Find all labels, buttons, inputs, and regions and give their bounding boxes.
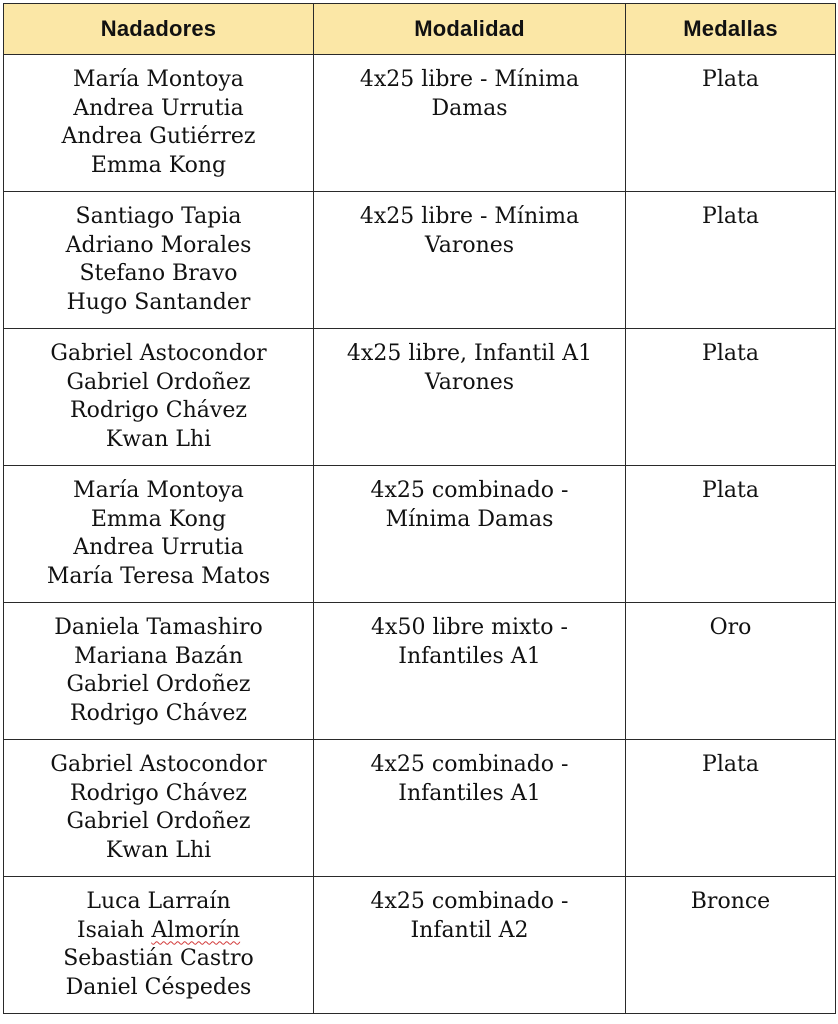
medal-cell [626,55,836,192]
swimmer-name: Stefano Bravo [79,261,238,287]
swimmers-cell [4,329,314,466]
medal-value: Plata [702,478,759,503]
swimmer-name: Andrea Gutiérrez [61,124,256,150]
event-line: Varones [424,369,515,395]
swimmer-name-flagged [4,917,313,946]
event-line: 4x25 libre, Infantil A1 [346,341,593,366]
event-line: Varones [424,232,515,258]
medal-value: Bronce [690,889,771,914]
event-cell [314,740,626,877]
event-cell [314,329,626,466]
medal-value: Oro [709,615,752,640]
event-cell [314,603,626,740]
swimmer-name: Kwan Lhi [105,427,212,453]
swimmer-name: Daniela Tamashiro [54,615,263,640]
swimmer-name: Hugo Santander [66,290,251,316]
header-row [4,4,836,55]
swimmer-name: Luca Larraín [86,889,231,914]
medal-cell [626,466,836,603]
event-line: Infantiles A1 [398,780,541,806]
swimmer-name: Mariana Bazán [74,643,243,669]
header-medals: Medallas [626,4,836,55]
table-row [4,603,836,740]
swimmer-name: Rodrigo Chávez [70,780,247,806]
table-row [4,192,836,329]
event-line: Damas [431,95,508,121]
table-row [4,877,836,1014]
swimmer-name: Gabriel Ordoñez [66,672,251,698]
swimmers-cell [4,466,314,603]
header-swimmers: Nadadores [4,4,314,55]
medal-cell [626,740,836,877]
table-row [4,329,836,466]
medal-value: Plata [702,341,759,366]
event-cell [314,192,626,329]
table-row [4,740,836,877]
swimmer-name: Gabriel Ordoñez [66,809,251,835]
swimmer-name: Rodrigo Chávez [70,701,247,727]
medal-cell [626,877,836,1014]
swimmer-name: María Teresa Matos [46,564,271,590]
swimmer-name: Sebastián Castro [63,946,254,972]
event-line: Infantil A2 [410,917,529,943]
event-cell [314,877,626,1014]
swimmers-cell [4,740,314,877]
event-line: 4x25 libre - Mínima [359,67,580,92]
event-line: 4x25 combinado - [370,478,569,503]
swimmer-name: Adriano Morales [65,232,252,258]
medal-cell [626,603,836,740]
swimmer-name: Gabriel Astocondor [50,752,267,777]
spellcheck-flagged-word[interactable]: Almorín [151,917,241,943]
swimmer-name: Rodrigo Chávez [70,398,247,424]
header-event: Modalidad [314,4,626,55]
medal-value: Plata [702,67,759,92]
swimmers-cell [4,877,314,1014]
event-line: 4x25 libre - Mínima [359,204,580,229]
event-line: Mínima Damas [385,506,554,532]
table-row [4,55,836,192]
swimmer-name: Kwan Lhi [105,838,212,864]
event-cell [314,466,626,603]
swimmer-name: Santiago Tapia [75,204,242,229]
event-line: 4x25 combinado - [370,889,569,914]
medal-cell [626,329,836,466]
event-line: 4x50 libre mixto - [371,615,568,640]
relay-medals-table [3,3,836,1014]
medal-value: Plata [702,752,759,777]
swimmer-name: Emma Kong [90,506,227,532]
swimmers-cell [4,55,314,192]
swimmer-name: María Montoya [73,67,244,92]
swimmer-name: Emma Kong [90,153,227,179]
medal-value: Plata [702,204,759,229]
swimmer-name: María Montoya [73,478,244,503]
medal-cell [626,192,836,329]
event-line: Infantiles A1 [398,643,541,669]
swimmer-name: Andrea Urrutia [73,95,244,121]
swimmer-name: Gabriel Ordoñez [66,369,251,395]
swimmer-first-name: Isaiah [76,917,152,943]
swimmer-name: Gabriel Astocondor [50,341,267,366]
swimmer-name: Andrea Urrutia [73,535,244,561]
swimmers-cell [4,603,314,740]
event-cell [314,55,626,192]
table-row [4,466,836,603]
swimmer-name: Daniel Céspedes [65,975,252,1001]
swimmers-cell [4,192,314,329]
event-line: 4x25 combinado - [370,752,569,777]
